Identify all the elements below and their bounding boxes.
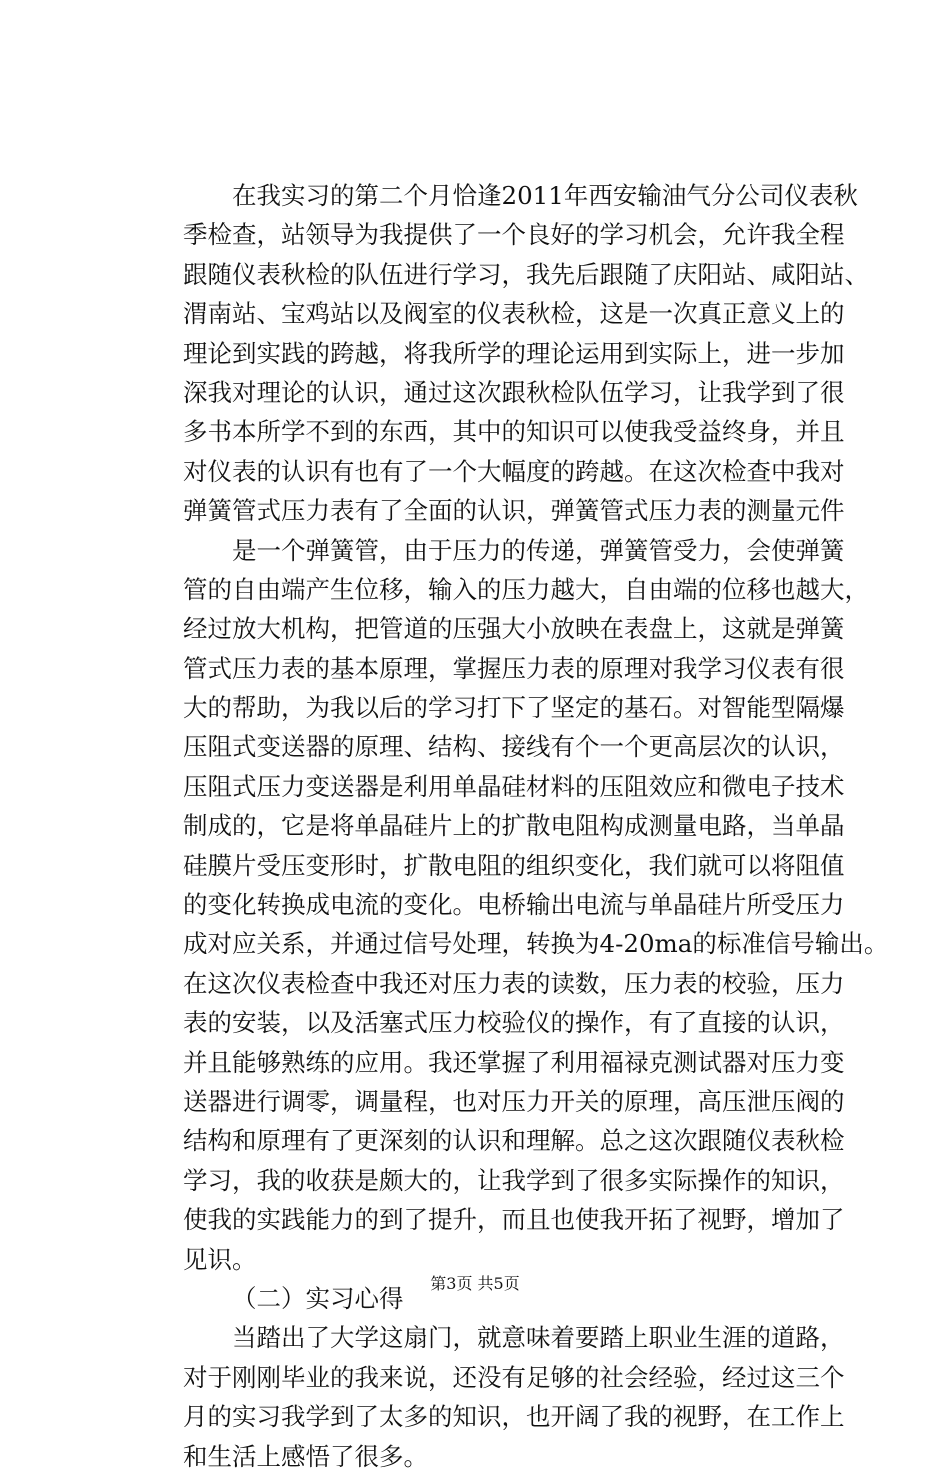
text-line: 压阻式变送器的原理、结构、接线有个一个更高层次的认识， [183, 732, 845, 762]
text-line: 大的帮助，为我以后的学习打下了坚定的基石。对智能型隔爆 [183, 693, 845, 723]
text-line: 对于刚刚毕业的我来说，还没有足够的社会经验，经过这三个 [183, 1362, 845, 1392]
text-line: 渭南站、宝鸡站以及阀室的仪表秋检，这是一次真正意义上的 [183, 299, 845, 329]
text-line: 和生活上感悟了很多。 [183, 1441, 428, 1471]
text-line: 管的自由端产生位移，输入的压力越大，自由端的位移也越大， [183, 574, 869, 604]
text-line: 送器进行调零，调量程，也对压力开关的原理，高压泄压阀的 [183, 1086, 845, 1116]
text-line: 制成的，它是将单晶硅片上的扩散电阻构成测量电路，当单晶 [183, 811, 845, 841]
text-line: 压阻式压力变送器是利用单晶硅材料的压阻效应和微电子技术 [183, 771, 845, 801]
text-line: 管式压力表的基本原理，掌握压力表的原理对我学习仪表有很 [183, 653, 845, 683]
text-line: 的变化转换成电流的变化。电桥输出电流与单晶硅片所受压力 [183, 890, 845, 920]
page-footer: 第3页 共5页 [430, 1274, 520, 1293]
text-line: 当踏出了大学这扇门，就意味着要踏上职业生涯的道路， [232, 1323, 845, 1353]
text-line: 表的安装，以及活塞式压力校验仪的操作，有了直接的认识， [183, 1008, 845, 1038]
text-line: 学习，我的收获是颇大的，让我学到了很多实际操作的知识， [183, 1165, 845, 1195]
text-line: 跟随仪表秋检的队伍进行学习，我先后跟随了庆阳站、咸阳站、 [183, 259, 869, 289]
text-line: 见识。 [183, 1244, 257, 1274]
text-line: 是一个弹簧管，由于压力的传递，弹簧管受力，会使弹簧 [232, 535, 845, 565]
text-line: 多书本所学不到的东西，其中的知识可以使我受益终身，并且 [183, 417, 845, 447]
text-line: 深我对理论的认识，通过这次跟秋检队伍学习，让我学到了很 [183, 377, 845, 407]
text-line: 结构和原理有了更深刻的认识和理解。总之这次跟随仪表秋检 [183, 1126, 845, 1156]
text-line: 并且能够熟练的应用。我还掌握了利用福禄克测试器对压力变 [183, 1047, 845, 1077]
text-line: 在这次仪表检查中我还对压力表的读数，压力表的校验，压力 [183, 968, 845, 998]
text-line: （二）实习心得 [232, 1283, 404, 1313]
text-line: 使我的实践能力的到了提升，而且也使我开拓了视野，增加了 [183, 1205, 845, 1235]
text-line: 硅膜片受压变形时，扩散电阻的组织变化，我们就可以将阻值 [183, 850, 845, 880]
text-line: 理论到实践的跨越，将我所学的理论运用到实际上，进一步加 [183, 338, 845, 368]
text-line: 经过放大机构，把管道的压强大小放映在表盘上，这就是弹簧 [183, 614, 845, 644]
text-line: 在我实习的第二个月恰逢2011年西安输油气分公司仪表秋 [232, 181, 858, 210]
text-line: 对仪表的认识有也有了一个大幅度的跨越。在这次检查中我对 [183, 456, 845, 486]
text-line: 月的实习我学到了太多的知识，也开阔了我的视野，在工作上 [183, 1402, 845, 1432]
text-line: 季检查，站领导为我提供了一个良好的学习机会，允许我全程 [183, 220, 845, 250]
text-line: 成对应关系，并通过信号处理，转换为4-20ma的标准信号输出。 [183, 929, 889, 959]
text-line: 弹簧管式压力表有了全面的认识，弹簧管式压力表的测量元件 [183, 496, 845, 526]
